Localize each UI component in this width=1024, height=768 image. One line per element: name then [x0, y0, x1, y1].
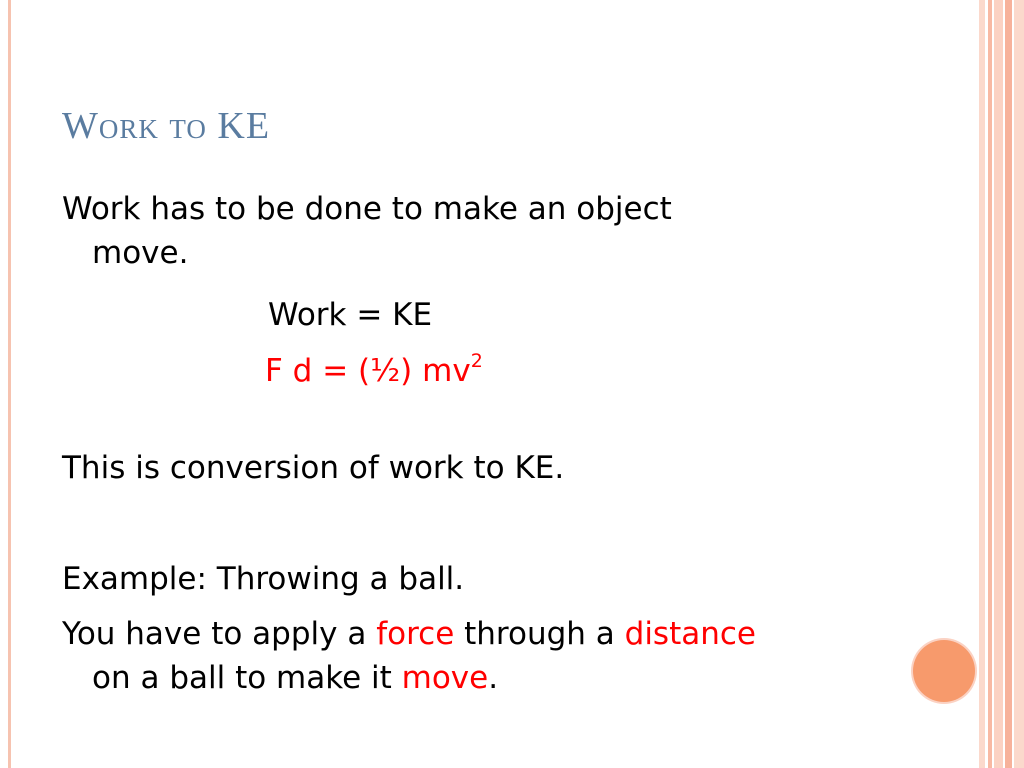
text-run: You have to apply a [62, 616, 377, 652]
accent-circle [913, 640, 975, 702]
paragraph-line [62, 656, 756, 700]
slide-title: Work to KE [62, 105, 271, 147]
paragraph-example: Example: Throwing a ball. [62, 561, 465, 597]
decorative-stripe [994, 0, 1003, 768]
highlight-move: move [401, 660, 489, 696]
highlight-force: force [376, 616, 455, 652]
equation-superscript: 2 [470, 350, 483, 372]
left-border-rule [8, 0, 11, 768]
equation-text: F d = (½) mv [265, 353, 471, 389]
paragraph-conversion: This is conversion of work to KE. [62, 450, 565, 486]
paragraph-line [62, 612, 756, 656]
paragraph-line: Work has to be done to make an object [62, 191, 672, 227]
highlight-distance: distance [624, 616, 756, 652]
paragraph-work-definition [62, 187, 672, 275]
decorative-stripe [1005, 0, 1012, 768]
equation-work-ke: Work = KE [268, 297, 433, 333]
text-run: through a [454, 616, 625, 652]
text-run: on a ball to make it [92, 660, 402, 696]
paragraph-line: move. [92, 235, 189, 271]
paragraph-explanation [62, 612, 756, 700]
decorative-stripe [979, 0, 985, 768]
equation-force-distance [265, 349, 483, 393]
text-run: . [488, 660, 499, 696]
decorative-stripe [988, 0, 992, 768]
decorative-stripe [1014, 0, 1024, 768]
